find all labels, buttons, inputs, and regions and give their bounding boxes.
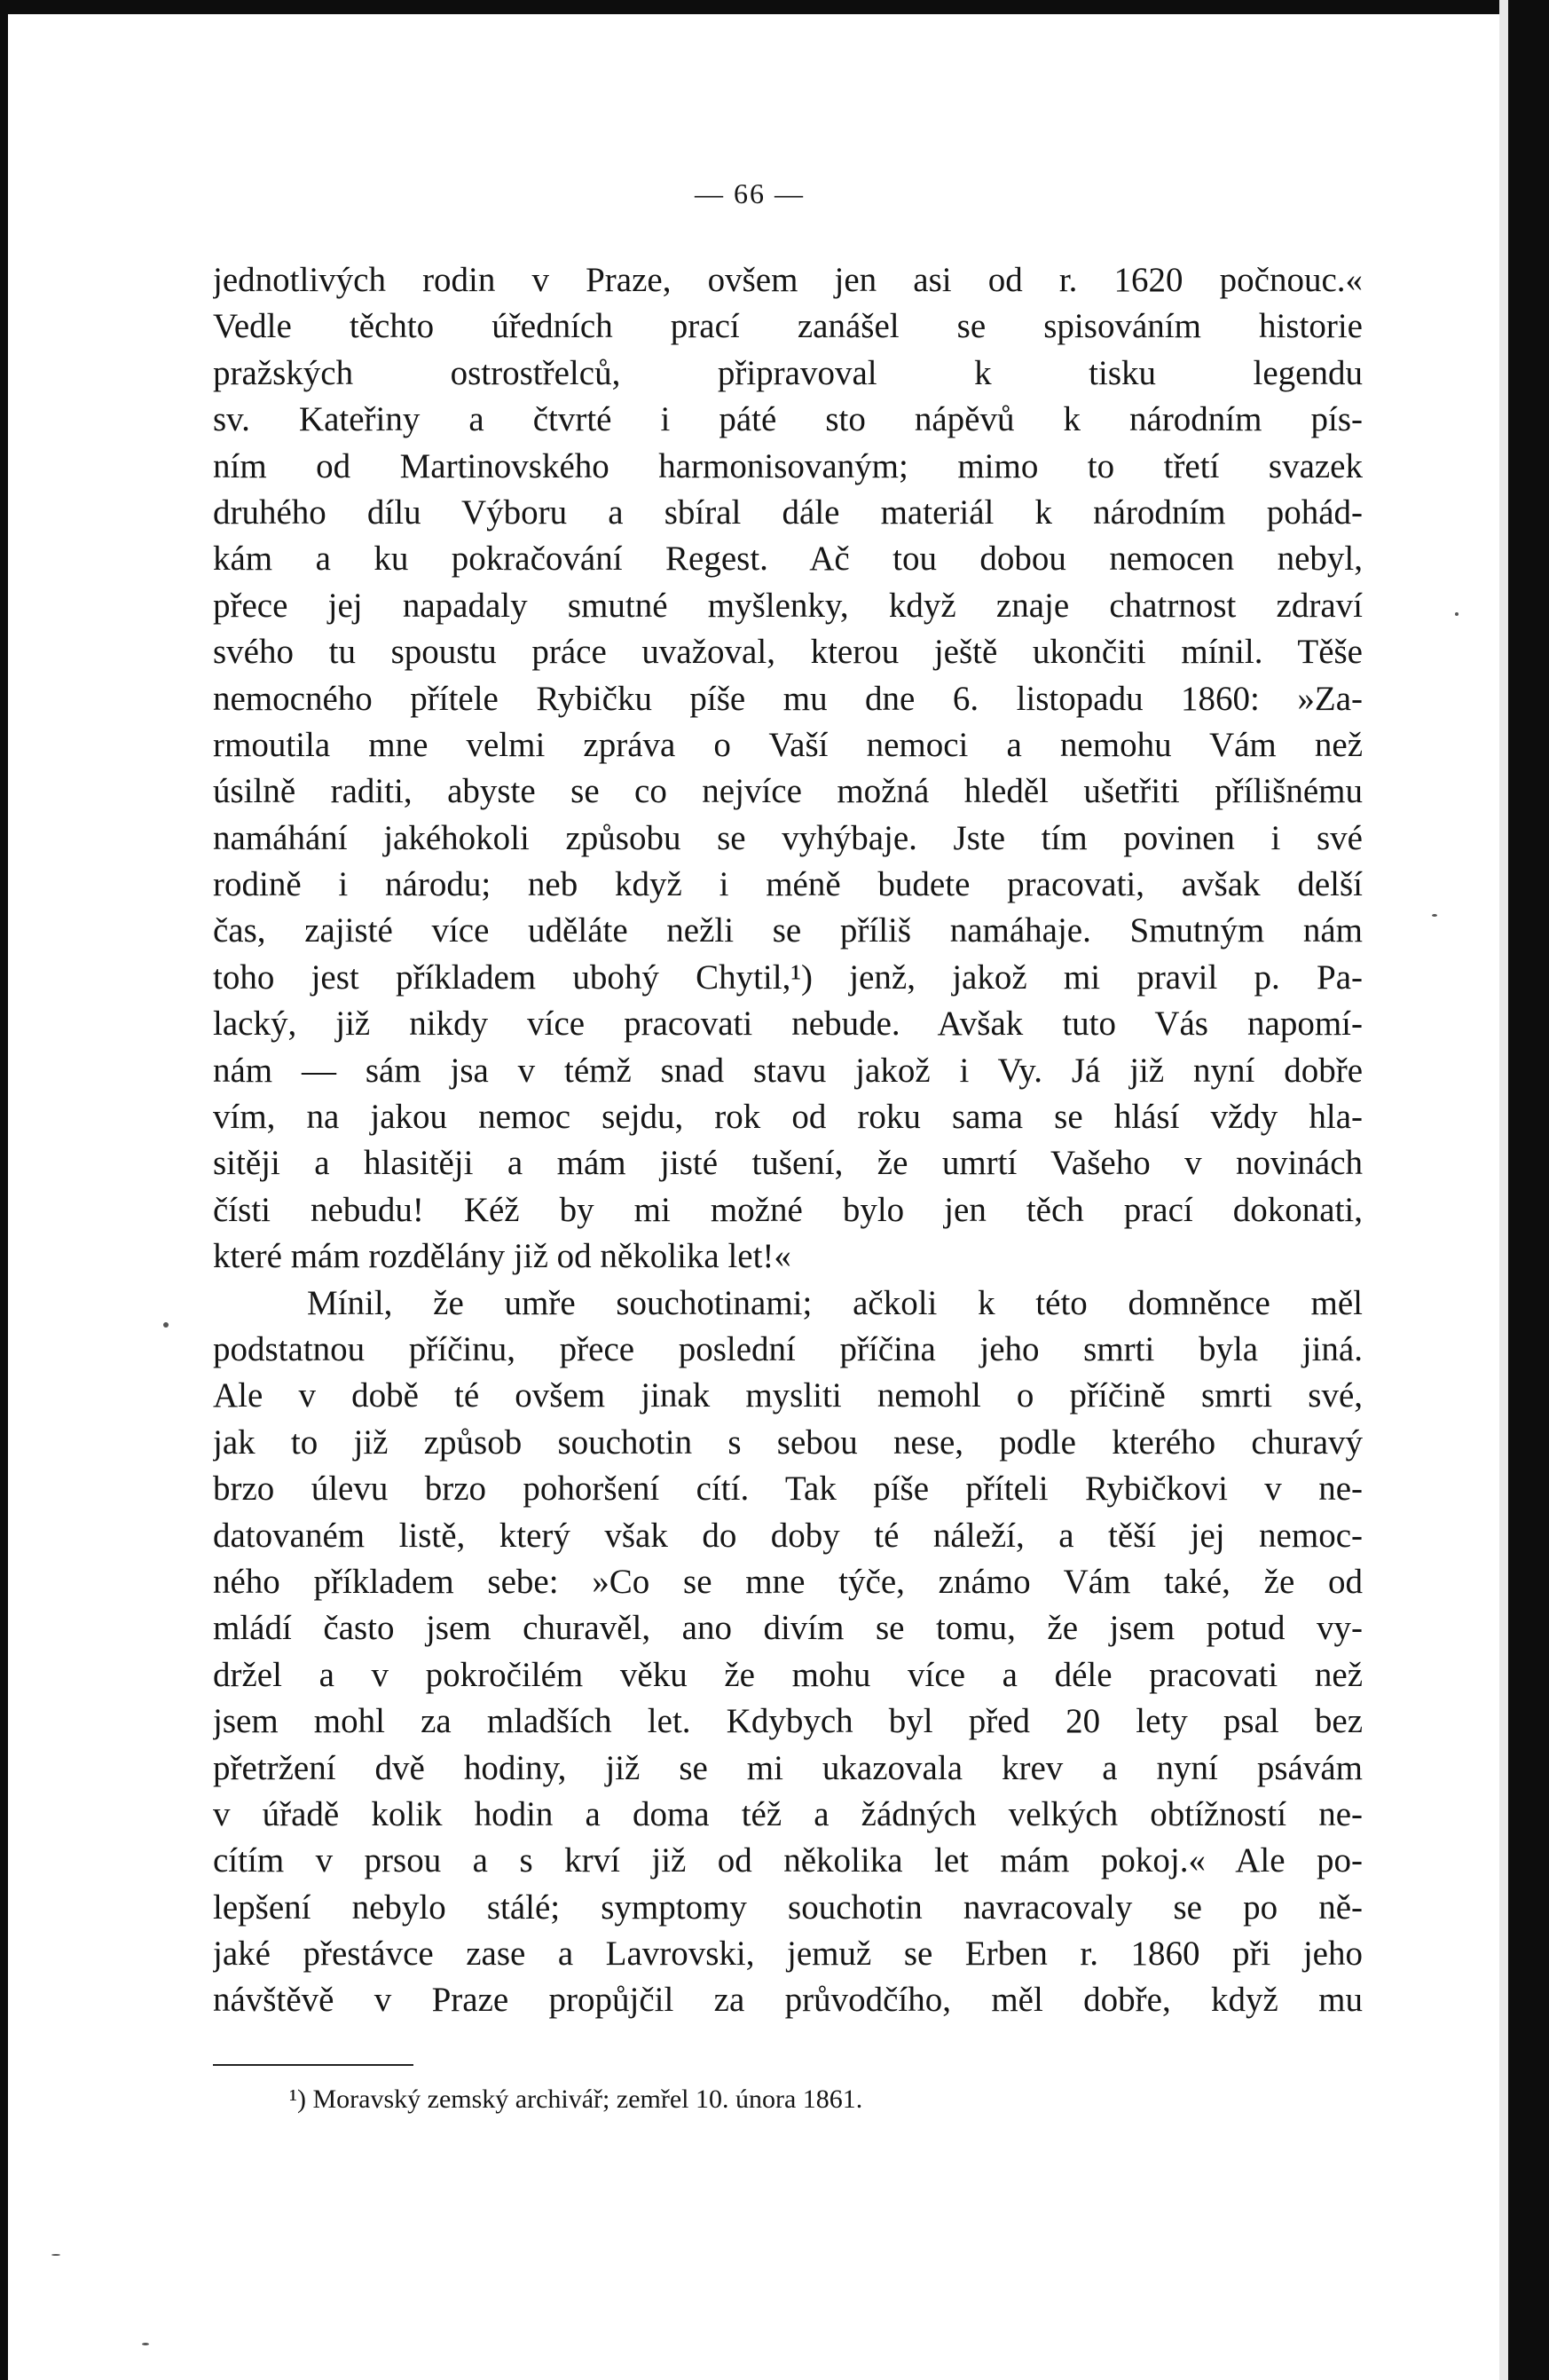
text-line: ného příkladem sebe: »Co se mne týče, známo Vám také, že od — [213, 1562, 1363, 1601]
text-line: lacký, již nikdy více pracovati nebude. Avšak tuto Vás napomí- — [213, 1005, 1363, 1044]
text-line: vím, na jakou nemoc sejdu, rok od roku sama se hlásí vždy hla- — [213, 1098, 1363, 1137]
text-line: brzo úlevu brzo pohoršení cítí. Tak píše příteli Rybičkovi v ne- — [213, 1470, 1363, 1509]
text-line: sv. Kateřiny a čtvrté i páté sto nápěvů k národním pís- — [213, 400, 1363, 439]
text-line: cítím v prsou a s krví již od několika let mám pokoj.« Ale po- — [213, 1841, 1363, 1880]
footnote — [289, 2082, 862, 2117]
text-line: rmoutila mne velmi zpráva o Vaší nemoci a nemohu Vám než — [213, 725, 1363, 764]
text-line: nám — sám jsa v témž snad stavu jakož i Vy. Já již nyní dobře — [213, 1051, 1363, 1090]
text-line: datovaném listě, který však do doby té náleží, a těší jej nemoc- — [213, 1516, 1363, 1555]
text-line: rodině i národu; neb když i méně budete pracovati, avšak delší — [213, 865, 1363, 904]
text-line: svého tu spoustu práce uvažoval, kterou ještě ukončiti mínil. Těše — [213, 633, 1363, 672]
text-line: Mínil, že umře souchotinami; ačkoli k této domněnce měl — [307, 1283, 1363, 1322]
text-line: druhého dílu Výboru a sbíral dále materiál k národním pohád- — [213, 493, 1363, 532]
text-line: čísti nebudu! Kéž by mi možné bylo jen těch prací dokonati, — [213, 1190, 1363, 1229]
page-number: — 66 — — [695, 177, 805, 209]
scan-page-edge — [1499, 0, 1508, 2380]
text-line: namáhání jakéhokoli způsobu se vyhýbaje. Jste tím povinen i své — [213, 818, 1363, 857]
text-line: mládí často jsem churavěl, ano divím se tomu, že jsem potud vy- — [213, 1609, 1363, 1648]
text-line: držel a v pokročilém věku že mohu více a déle pracovati než — [213, 1655, 1363, 1694]
text-line: toho jest příkladem ubohý Chytil,¹) jenž, jakož mi pravil p. Pa- — [213, 958, 1363, 997]
text-line: pražských ostrostřelců, připravoval k tisku legendu — [213, 353, 1363, 392]
footnote-text: Moravský zemský archivář; zemřel 10. února 1861. — [312, 2084, 863, 2114]
scan-border-top — [0, 0, 1549, 14]
scan-speck — [1455, 612, 1459, 616]
body-text — [213, 257, 1363, 2024]
text-line: čas, zajisté více uděláte nežli se příliš namáhaje. Smutným nám — [213, 911, 1363, 950]
text-line: přetržení dvě hodiny, již se mi ukazovala krev a nyní psávám — [213, 1748, 1363, 1787]
scan-border-left — [0, 0, 8, 2380]
text-line: sitěji a hlasitěji a mám jisté tušení, že umrtí Vašeho v novinách — [213, 1144, 1363, 1183]
text-line: jsem mohl za mladších let. Kdybych byl před 20 lety psal bez — [213, 1702, 1363, 1741]
text-line: podstatnou příčinu, přece poslední příčina jeho smrti byla jiná. — [213, 1329, 1363, 1368]
text-line: jak to již způsob souchotin s sebou nese, podle kterého churavý — [213, 1422, 1363, 1462]
text-line: jednotlivých rodin v Praze, ovšem jen asi od r. 1620 počnouc.« — [213, 261, 1363, 299]
footnote-divider — [213, 2064, 413, 2066]
scan-speck — [51, 2254, 60, 2256]
text-line: ním od Martinovského harmonisovaným; mimo to třetí svazek — [213, 446, 1363, 485]
text-line: návštěvě v Praze propůjčil za průvodčího, měl dobře, když mu — [213, 1981, 1363, 2020]
scan-border-right — [1508, 0, 1549, 2380]
text-line: přece jej napadaly smutné myšlenky, když znaje chatrnost zdraví — [213, 586, 1363, 625]
scan-speck — [1432, 914, 1437, 917]
text-line: které mám rozdělány již od několika let!« — [213, 1237, 791, 1276]
text-line: lepšení nebylo stálé; symptomy souchotin navracovaly se po ně- — [213, 1887, 1363, 1927]
footnote-marker: ¹) — [289, 2084, 306, 2114]
text-line: Vedle těchto úředních prací zanášel se spisováním historie — [213, 307, 1363, 346]
text-line: Ale v době té ovšem jinak mysliti nemohl o příčině smrti své, — [213, 1376, 1363, 1415]
text-line: jaké přestávce zase a Lavrovski, jemuž se Erben r. 1860 při jeho — [213, 1935, 1363, 1974]
text-line: v úřadě kolik hodin a doma též a žádných velkých obtížností ne- — [213, 1794, 1363, 1833]
scan-speck — [163, 1322, 169, 1328]
text-line: úsilně raditi, abyste se co nejvíce možná hleděl ušetřiti přílišnému — [213, 772, 1363, 811]
text-line: kám a ku pokračování Regest. Ač tou dobou nemocen nebyl, — [213, 540, 1363, 579]
text-line: nemocného přítele Rybičku píše mu dne 6. listopadu 1860: »Za- — [213, 679, 1363, 718]
scan-speck — [142, 2343, 149, 2345]
